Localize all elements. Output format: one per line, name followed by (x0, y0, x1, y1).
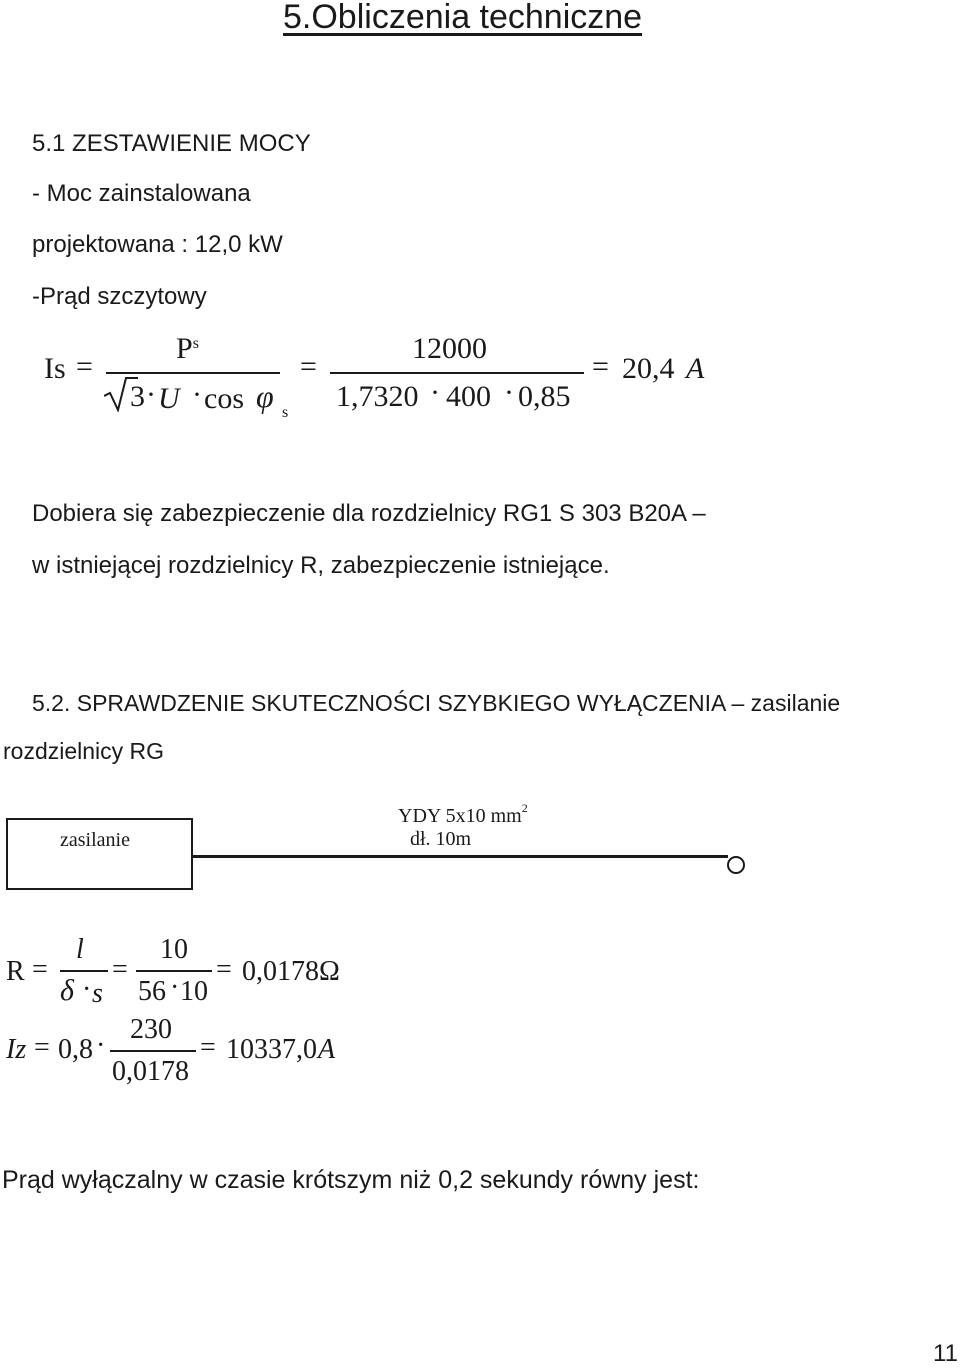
formula2-dot-1: · (82, 974, 92, 1005)
section-heading-check-line-2: rozdzielnicy RG (3, 738, 165, 764)
cable-type-label: YDY 5x10 $mm^2$ (398, 801, 528, 827)
formula3-result: 10337,0 (226, 1034, 317, 1065)
formula3-eq1: = (34, 1032, 50, 1063)
page-number: 11 (933, 1340, 958, 1367)
formula3-factor: 0,8 (58, 1034, 93, 1065)
formula2-eq1: = (32, 954, 48, 985)
designed-power-line (32, 231, 283, 259)
formula1-sqrt-value: 3 (130, 380, 145, 413)
formula1-eq3: = (592, 350, 609, 383)
formula1-numerator: 12000 (412, 332, 487, 365)
formula1-dot-4: · (504, 376, 514, 409)
section-heading-check-line-1: 5.2. SPRAWDZENIE SKUTECZNOŚCI SZYBKIEGO WYŁĄCZENIA – zasilanie (32, 690, 841, 716)
power-installed-label: - Moc zainstalowana (32, 180, 251, 207)
page-title: 5.Obliczenia techniczne (283, 0, 643, 36)
formula1-den-b: 400 (446, 380, 491, 413)
formula1-den-a: 1,7320 (336, 380, 419, 413)
formula1-U: U (158, 382, 180, 415)
formula3-dot: · (96, 1030, 106, 1061)
formula1-result: 20,4 (622, 352, 675, 385)
formula1-dot-2: · (192, 378, 202, 411)
formula1-cos: cos (204, 382, 244, 415)
formula2-dot-2: · (170, 972, 180, 1003)
formula3-unit: A (318, 1034, 336, 1065)
formula2-denominator: 56 (138, 976, 166, 1007)
formula2-s: s (92, 978, 103, 1009)
formula2-l: l (76, 934, 84, 965)
formula2-numerator: 10 (160, 934, 188, 965)
formula2-delta: δ (60, 974, 74, 1007)
formula1-phi-sub: s (282, 404, 289, 421)
peak-current-label: -Prąd szczytowy (32, 283, 207, 310)
formula2-result: 0,0178Ω (242, 956, 340, 987)
formula1-phi: φ (256, 378, 274, 414)
formula1-den-c: 0,85 (518, 380, 571, 413)
formula3-Iz: Iz (6, 1034, 27, 1065)
cable-line (191, 855, 728, 858)
formula2-R: R (6, 956, 25, 987)
section-heading-power: 5.1 ZESTAWIENIE MOCY (32, 130, 311, 157)
formula3-denominator: 0,0178 (112, 1056, 189, 1087)
cable-length-label: dł. 10m (410, 828, 472, 850)
formula1-eq2: = (300, 350, 317, 383)
formula3-eq2: = (200, 1032, 216, 1063)
formula2-denominator-b: 10 (180, 976, 208, 1007)
supply-box-label: zasilanie (60, 829, 130, 851)
formula1-dot-3: · (430, 376, 440, 409)
protection-line-2: w istniejącej rozdzielnicy R, zabezpieczenie istniejące. (32, 552, 610, 579)
formula3-numerator: 230 (130, 1014, 172, 1045)
formula1-dot-1: · (146, 378, 156, 411)
formula2-eq3: = (216, 954, 232, 985)
formula1-result-unit: A (686, 352, 705, 385)
protection-line-1: Dobiera się zabezpieczenie dla rozdzielnicy RG1 S 303 B20A – (32, 500, 706, 527)
formula1-lhs: Is (44, 352, 66, 385)
formula1-eq1: = (76, 350, 93, 383)
conclusion-text: Prąd wyłączalny w czasie krótszym niż 0,2 sekundy równy jest: (2, 1166, 700, 1194)
formula1-fraction-bar-2 (330, 372, 584, 374)
formula1-fraction-bar-1 (106, 372, 280, 374)
formula1-ps: $P^s$ (176, 332, 199, 365)
formula2-eq2: = (112, 954, 128, 985)
formula2-fraction-bar-1 (60, 970, 108, 972)
terminal-node (727, 856, 745, 874)
designed-power-label: projektowana : (32, 231, 195, 258)
designed-power-value: 12,0 kW (194, 231, 283, 258)
formula3-fraction-bar (110, 1050, 196, 1052)
